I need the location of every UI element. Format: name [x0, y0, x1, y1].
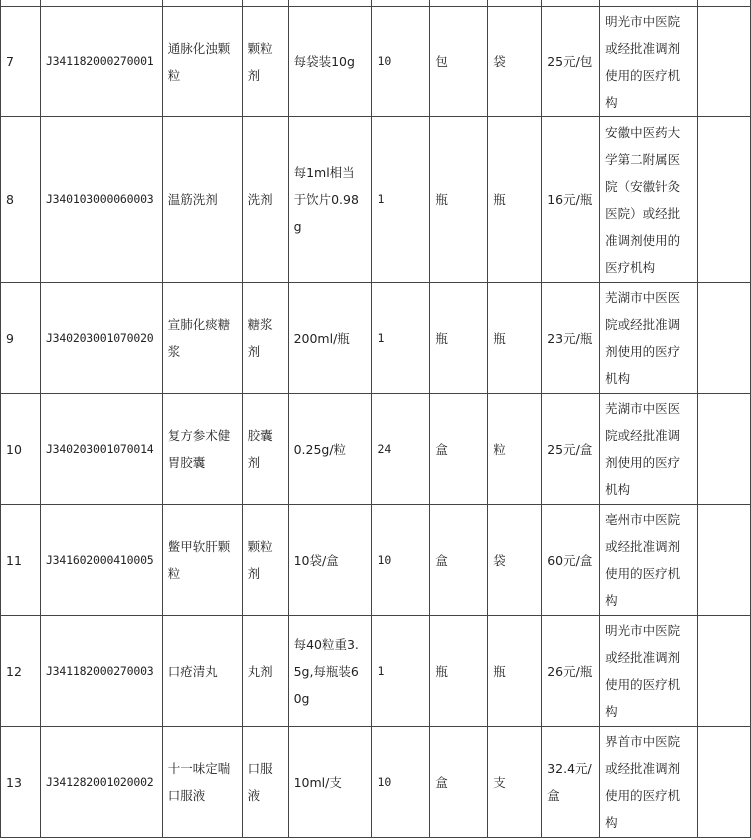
pack-unit: 盒	[430, 505, 488, 616]
min-unit: 瓶	[488, 616, 542, 727]
price: 25元/包	[542, 7, 600, 117]
drug-name: 十一味定喘口服液	[162, 727, 242, 838]
specification: 200ml/瓶	[288, 283, 372, 394]
price: 26元/瓶	[542, 616, 600, 727]
min-unit: 瓶	[488, 117, 542, 283]
institution: 明光市中医院或经批准调剂使用的医疗机构	[600, 616, 698, 727]
conversion-qty: 24	[372, 394, 430, 505]
dosage-form: 洗剂	[242, 117, 288, 283]
drug-name: 鳖甲软肝颗粒	[162, 505, 242, 616]
specification: 0.25g/粒	[288, 394, 372, 505]
remark	[698, 616, 751, 727]
conversion-qty: 10	[372, 727, 430, 838]
pack-unit: 盒	[430, 394, 488, 505]
institution: 芜湖市中医医院或经批准调剂使用的医疗机构	[600, 394, 698, 505]
drug-code: J340203001070020	[40, 283, 162, 394]
row-number: 8	[1, 117, 41, 283]
remark	[698, 283, 751, 394]
row-number: 9	[1, 283, 41, 394]
dosage-form: 颗粒剂	[242, 505, 288, 616]
remark	[698, 394, 751, 505]
min-unit: 袋	[488, 7, 542, 117]
institution: 亳州市中医院或经批准调剂使用的医疗机构	[600, 505, 698, 616]
row-number: 10	[1, 394, 41, 505]
table-row	[1, 616, 751, 727]
drug-code: J341182000270001	[40, 7, 162, 117]
specification: 每袋装10g	[288, 7, 372, 117]
price: 16元/瓶	[542, 117, 600, 283]
specification: 每1ml相当于饮片0.98g	[288, 117, 372, 283]
drug-code: J340103000060003	[40, 117, 162, 283]
specification: 10ml/支	[288, 727, 372, 838]
drug-code: J341602000410005	[40, 505, 162, 616]
row-number: 7	[1, 7, 41, 117]
min-unit: 粒	[488, 394, 542, 505]
price: 23元/瓶	[542, 283, 600, 394]
drug-name: 复方参术健胃胶囊	[162, 394, 242, 505]
pack-unit: 瓶	[430, 117, 488, 283]
table-row	[1, 394, 751, 505]
pack-unit: 瓶	[430, 283, 488, 394]
drug-name: 通脉化浊颗粒	[162, 7, 242, 117]
conversion-qty: 1	[372, 117, 430, 283]
price: 60元/盒	[542, 505, 600, 616]
institution: 安徽中医药大学第二附属医院（安徽针灸医院）或经批准调剂使用的医疗机构	[600, 117, 698, 283]
dosage-form: 丸剂	[242, 616, 288, 727]
remark	[698, 505, 751, 616]
conversion-qty: 10	[372, 7, 430, 117]
conversion-qty: 1	[372, 616, 430, 727]
drug-name: 口疮清丸	[162, 616, 242, 727]
dosage-form: 胶囊剂	[242, 394, 288, 505]
institution: 界首市中医院或经批准调剂使用的医疗机构	[600, 727, 698, 838]
min-unit: 袋	[488, 505, 542, 616]
institution: 明光市中医院或经批准调剂使用的医疗机构	[600, 7, 698, 117]
min-unit: 支	[488, 727, 542, 838]
dosage-form: 颗粒剂	[242, 7, 288, 117]
specification: 10袋/盒	[288, 505, 372, 616]
table-row	[1, 283, 751, 394]
price: 25元/盒	[542, 394, 600, 505]
conversion-qty: 1	[372, 283, 430, 394]
remark	[698, 117, 751, 283]
table-row	[1, 117, 751, 283]
pack-unit: 包	[430, 7, 488, 117]
institution: 芜湖市中医医院或经批准调剂使用的医疗机构	[600, 283, 698, 394]
min-unit: 瓶	[488, 283, 542, 394]
drug-code: J341282001020002	[40, 727, 162, 838]
dosage-form: 口服液	[242, 727, 288, 838]
specification: 每40粒重3.5g,每瓶装60g	[288, 616, 372, 727]
conversion-qty: 10	[372, 505, 430, 616]
table-row	[1, 7, 751, 117]
remark	[698, 7, 751, 117]
dosage-form: 糖浆剂	[242, 283, 288, 394]
pack-unit: 盒	[430, 727, 488, 838]
row-number: 13	[1, 727, 41, 838]
remark	[698, 727, 751, 838]
row-number: 11	[1, 505, 41, 616]
table-row	[1, 505, 751, 616]
price: 32.4元/盒	[542, 727, 600, 838]
drug-code: J340203001070014	[40, 394, 162, 505]
drug-code: J341182000270003	[40, 616, 162, 727]
pack-unit: 瓶	[430, 616, 488, 727]
drug-name: 宣肺化痰糖浆	[162, 283, 242, 394]
table-row	[1, 727, 751, 838]
row-number: 12	[1, 616, 41, 727]
drug-name: 温筋洗剂	[162, 117, 242, 283]
